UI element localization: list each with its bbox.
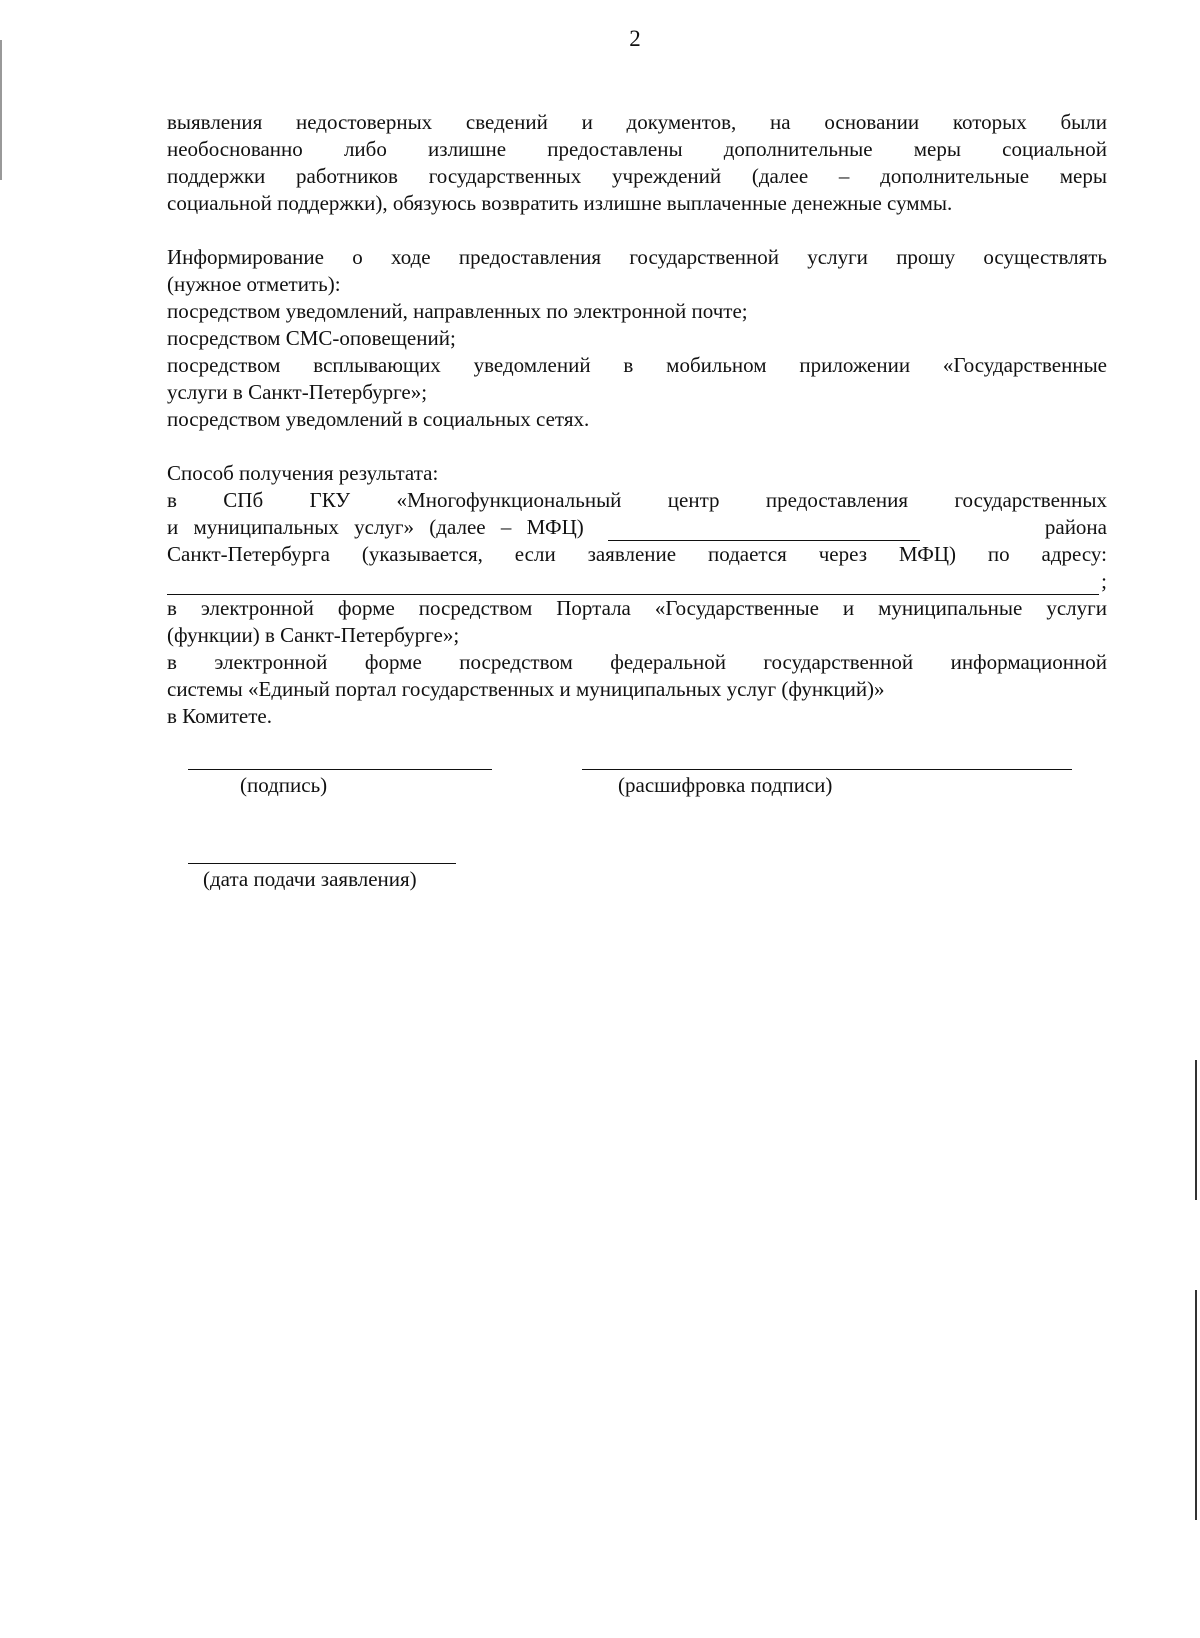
option-mfc: в СПб ГКУ «Многофункциональный центр предоставления государственных <box>167 488 1107 512</box>
signature-decoding-label: (расшифровка подписи) <box>618 773 833 797</box>
option-committee: в Комитете. <box>167 704 272 728</box>
text-line: необоснованно либо излишне предоставлены дополнительные меры социальной <box>167 137 1107 161</box>
option-epgu-cont: системы «Единый портал государственных и муниципальных услуг (функций)» <box>167 677 885 701</box>
option-push: посредством всплывающих уведомлений в мобильном приложении «Государственные <box>167 353 1107 377</box>
option-epgu: в электронной форме посредством федеральной государственной информационной <box>167 650 1107 674</box>
text-line: (нужное отметить): <box>167 272 341 296</box>
option-push-cont: услуги в Санкт-Петербурге»; <box>167 380 428 404</box>
text-line: Информирование о ходе предоставления государственной услуги прошу осуществлять <box>167 245 1107 269</box>
option-mfc-address-note: Санкт-Петербурга (указывается, если заявление подается через МФЦ) по адресу: <box>167 542 1107 566</box>
scan-edge-mark <box>1195 1290 1197 1520</box>
text-line: поддержки работников государственных учреждений (далее – дополнительные меры <box>167 164 1107 188</box>
result-title: Способ получения результата: <box>167 461 439 485</box>
mfc-address-field[interactable] <box>167 574 1099 595</box>
option-portal: в электронной форме посредством Портала «Государственные и муниципальные услуги <box>167 596 1107 620</box>
paragraph-refund-obligation <box>167 109 1107 217</box>
signature-decoding-line[interactable] <box>582 769 1072 770</box>
mfc-address-end: ; <box>1101 569 1107 593</box>
signature-line[interactable] <box>188 769 492 770</box>
option-email: посредством уведомлений, направленных по электронной почте; <box>167 299 748 323</box>
scan-edge-mark <box>0 40 2 180</box>
document-body <box>167 109 1107 730</box>
mfc-district-suffix: района <box>1044 515 1107 539</box>
option-mfc-district <box>167 514 1107 541</box>
signature-label: (подпись) <box>240 773 328 797</box>
scan-edge-mark <box>1195 1060 1197 1200</box>
mfc-address-line <box>167 568 1107 595</box>
option-social: посредством уведомлений в социальных сетях. <box>167 407 590 431</box>
mfc-district-prefix: и муниципальных услуг» (далее – МФЦ) <box>167 515 584 539</box>
mfc-district-field[interactable] <box>608 522 920 541</box>
page-number: 2 <box>629 26 641 51</box>
text-line: социальной поддержки), обязуюсь возвратить излишне выплаченные денежные суммы. <box>167 191 953 215</box>
option-sms: посредством СМС-оповещений; <box>167 326 456 350</box>
option-portal-cont: (функции) в Санкт-Петербурге»; <box>167 623 460 647</box>
paragraph-result-method <box>167 460 1107 730</box>
text-line: выявления недостоверных сведений и документов, на основании которых были <box>167 110 1107 134</box>
paragraph-informing <box>167 244 1107 433</box>
date-line[interactable] <box>188 863 456 864</box>
date-label: (дата подачи заявления) <box>203 867 417 891</box>
